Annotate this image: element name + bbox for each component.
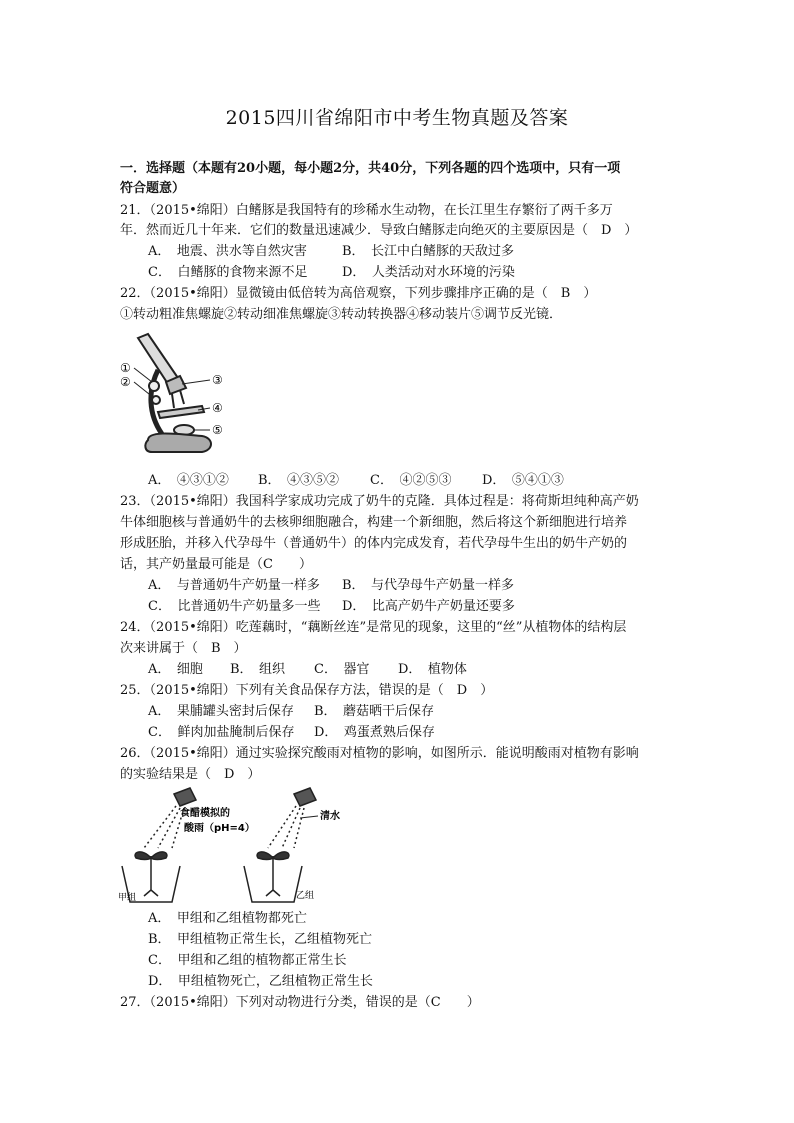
q21-option-c: C． 白鳍豚的食物来源不足 <box>148 265 308 280</box>
section-header-line1: 一．选择题（本题有20小题，每小题2分，共40分，下列各题的四个选项中，只有一项 <box>120 161 621 176</box>
q23-option-d: D． 比高产奶牛产奶量还要多 <box>342 599 515 614</box>
q26-line2: 的实验结果是（ D ） <box>120 767 261 782</box>
q22-line1: 22．（2015•绵阳）显微镜由低倍转为高倍观察，下列步骤排序正确的是（ B ） <box>120 286 597 301</box>
q26-option-b: B． 甲组植物正常生长，乙组植物死亡 <box>148 932 373 947</box>
q23-option-c: C． 比普通奶牛产奶量多一些 <box>148 599 321 614</box>
q21-option-d: D． 人类活动对水环境的污染 <box>342 265 515 280</box>
q22-option-a: A． ④③①② <box>148 473 229 488</box>
q26-option-c: C． 甲组和乙组的植物都正常生长 <box>148 953 347 968</box>
microscope-label-3: ③ <box>212 373 223 387</box>
q23-line3: 形成胚胎，并移入代孕母牛（普通奶牛）的体内完成发育，若代孕母牛生出的奶牛产奶的 <box>120 536 628 551</box>
q21-option-b: B． 长江中白鳍豚的天敌过多 <box>342 244 515 259</box>
q26-line1: 26．（2015•绵阳）通过实验探究酸雨对植物的影响，如图所示．能说明酸雨对植物有影响 <box>120 746 639 761</box>
q24-option-d: D． 植物体 <box>398 662 467 677</box>
q21-line2: 年．然而近几十年来．它们的数量迅速减少．导致白鳍豚走向绝灭的主要原因是（ D ） <box>120 223 638 238</box>
q27-line1: 27．（2015•绵阳）下列对动物进行分类，错误的是（C ） <box>120 995 480 1010</box>
q25-option-d: D． 鸡蛋煮熟后保存 <box>314 725 435 740</box>
q21-option-a: A． 地震、洪水等自然灾害 <box>148 244 307 259</box>
q23-line1: 23．（2015•绵阳）我国科学家成功完成了奶牛的克隆．具体过程是：将荷斯坦纯种高产奶 <box>120 494 639 509</box>
q26-option-d: D． 甲组植物死亡，乙组植物正常生长 <box>148 974 373 989</box>
q24-option-c: C． 器官 <box>314 662 370 677</box>
q24-line1: 24．（2015•绵阳）吃莲藕时，“藕断丝连”是常见的现象，这里的“丝”从植物体的结构层 <box>120 620 627 635</box>
q22-option-c: C． ④②⑤③ <box>370 473 452 488</box>
q23-option-a: A． 与普通奶牛产奶量一样多 <box>148 578 320 593</box>
q24-option-a: A． 细胞 <box>148 662 203 677</box>
q22-option-d: D． ⑤④①③ <box>482 473 564 488</box>
page-title: 2015四川省绵阳市中考生物真题及答案 <box>225 107 569 129</box>
vinegar-label-line1: 食醋模拟的 <box>180 808 230 819</box>
group-a-label: 甲组 <box>118 893 137 903</box>
q25-option-b: B． 蘑菇晒干后保存 <box>314 704 435 719</box>
q23-line2: 牛体细胞核与普通奶牛的去核卵细胞融合，构建一个新细胞，然后将这个新细胞进行培养 <box>120 515 628 530</box>
q25-option-c: C． 鲜肉加盐腌制后保存 <box>148 725 295 740</box>
acid-rain-figure <box>118 786 348 906</box>
q25-option-a: A． 果脯罐头密封后保存 <box>148 704 294 719</box>
q24-line2: 次来讲属于（ B ） <box>120 641 247 656</box>
microscope-label-2: ② <box>120 375 131 389</box>
q23-option-b: B． 与代孕母牛产奶量一样多 <box>342 578 515 593</box>
q21-line1: 21．（2015•绵阳）白鳍豚是我国特有的珍稀水生动物，在长江里生存繁衍了两千多万 <box>120 203 613 218</box>
q22-line2: ①转动粗准焦螺旋②转动细准焦螺旋③转动转换器④移动装片⑤调节反光镜． <box>120 307 563 322</box>
vinegar-label-line2: 酸雨（pH=4） <box>184 823 255 834</box>
microscope-label-4: ④ <box>212 401 223 415</box>
q24-option-b: B． 组织 <box>230 662 286 677</box>
microscope-label-1: ① <box>120 361 131 375</box>
section-header-line2: 符合题意） <box>120 181 186 196</box>
q25-line1: 25．（2015•绵阳）下列有关食品保存方法，错误的是（ D ） <box>120 683 494 698</box>
water-label: 清水 <box>320 811 340 822</box>
q23-line4: 话，其产奶量最可能是（C ） <box>120 557 312 572</box>
q26-option-a: A． 甲组和乙组植物都死亡 <box>148 911 307 926</box>
group-b-label: 乙组 <box>296 891 315 901</box>
microscope-figure <box>118 330 238 460</box>
q22-option-b: B． ④③⑤② <box>258 473 340 488</box>
microscope-label-5: ⑤ <box>212 423 223 437</box>
